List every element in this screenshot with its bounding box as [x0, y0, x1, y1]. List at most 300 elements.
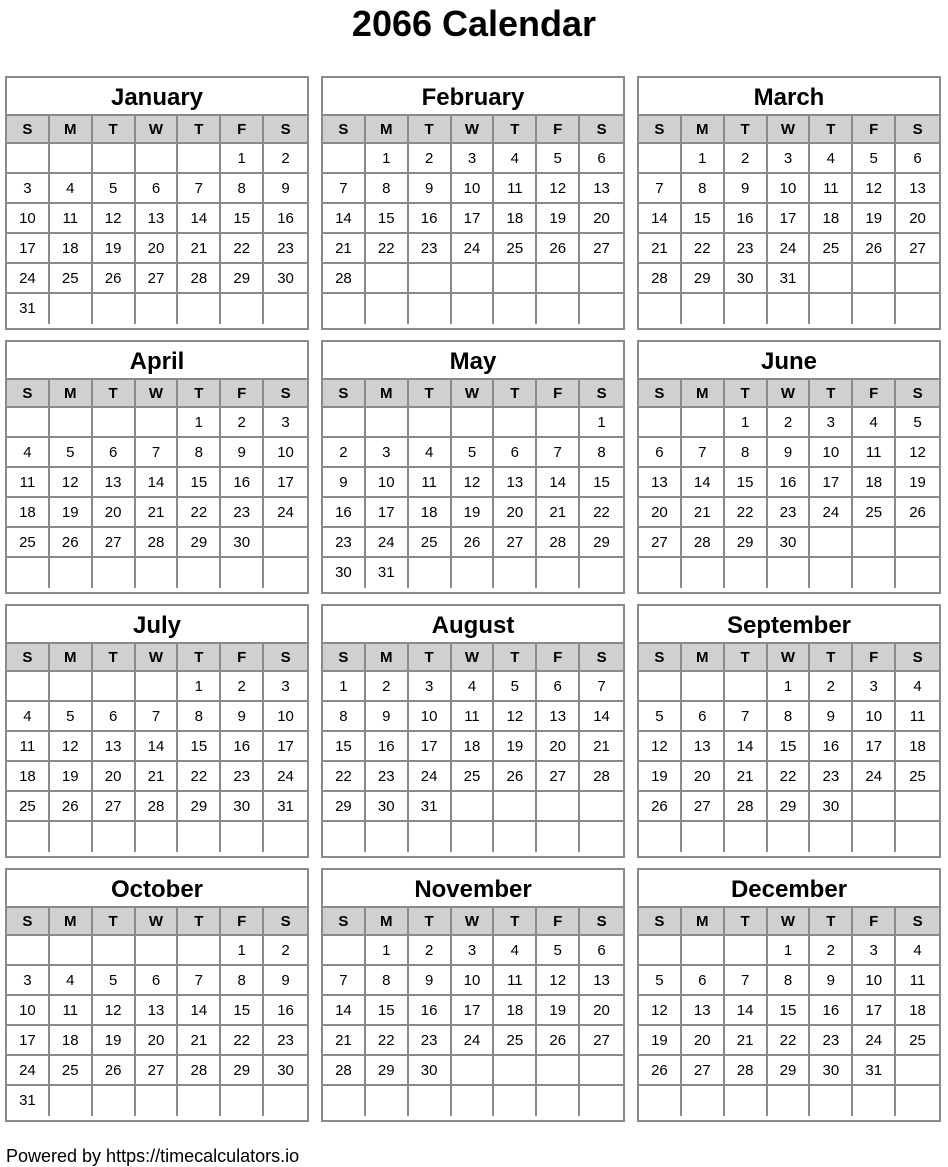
empty-day-cell — [452, 1056, 495, 1086]
day-cell: 30 — [323, 558, 366, 588]
empty-day-cell — [639, 936, 682, 966]
day-cell: 13 — [580, 966, 623, 996]
day-grid — [639, 380, 939, 588]
day-cell: 31 — [7, 1086, 50, 1116]
weekday-header: S — [7, 908, 50, 936]
empty-day-cell — [768, 1086, 811, 1116]
empty-day-cell — [768, 558, 811, 588]
day-cell: 16 — [725, 204, 768, 234]
day-grid — [323, 908, 623, 1116]
day-cell: 30 — [810, 792, 853, 822]
day-cell: 25 — [7, 792, 50, 822]
empty-day-cell — [853, 1086, 896, 1116]
day-cell: 1 — [178, 672, 221, 702]
month-name: August — [323, 606, 623, 644]
empty-day-cell — [221, 822, 264, 852]
weekday-header: T — [178, 908, 221, 936]
weekday-header: W — [136, 380, 179, 408]
day-cell: 1 — [580, 408, 623, 438]
day-cell: 8 — [366, 174, 409, 204]
weekday-header: S — [264, 116, 307, 144]
empty-day-cell — [452, 264, 495, 294]
day-cell: 19 — [494, 732, 537, 762]
day-cell: 7 — [178, 966, 221, 996]
day-cell: 15 — [221, 204, 264, 234]
day-cell: 27 — [93, 792, 136, 822]
day-cell: 6 — [896, 144, 939, 174]
day-cell: 23 — [366, 762, 409, 792]
day-cell: 11 — [494, 174, 537, 204]
weekday-header: F — [221, 380, 264, 408]
day-cell: 26 — [896, 498, 939, 528]
day-cell: 21 — [537, 498, 580, 528]
empty-day-cell — [50, 822, 93, 852]
day-cell: 2 — [221, 408, 264, 438]
day-cell: 19 — [93, 234, 136, 264]
empty-day-cell — [366, 294, 409, 324]
day-cell: 26 — [494, 762, 537, 792]
day-cell: 30 — [810, 1056, 853, 1086]
day-cell: 17 — [366, 498, 409, 528]
day-cell: 26 — [639, 1056, 682, 1086]
day-cell: 27 — [896, 234, 939, 264]
day-cell: 11 — [494, 966, 537, 996]
empty-day-cell — [323, 408, 366, 438]
empty-day-cell — [178, 558, 221, 588]
day-cell: 1 — [768, 936, 811, 966]
day-cell: 13 — [639, 468, 682, 498]
day-cell: 2 — [366, 672, 409, 702]
day-cell: 28 — [136, 792, 179, 822]
empty-day-cell — [452, 1086, 495, 1116]
day-cell: 4 — [50, 174, 93, 204]
day-cell: 19 — [639, 762, 682, 792]
weekday-header: F — [853, 380, 896, 408]
day-cell: 14 — [323, 204, 366, 234]
day-cell: 10 — [810, 438, 853, 468]
empty-day-cell — [494, 558, 537, 588]
day-cell: 18 — [409, 498, 452, 528]
day-cell: 10 — [366, 468, 409, 498]
day-cell: 17 — [853, 732, 896, 762]
weekday-header: T — [93, 644, 136, 672]
empty-day-cell — [896, 1056, 939, 1086]
day-cell: 17 — [452, 204, 495, 234]
day-cell: 22 — [366, 1026, 409, 1056]
empty-day-cell — [537, 1056, 580, 1086]
day-cell: 2 — [409, 144, 452, 174]
day-cell: 30 — [768, 528, 811, 558]
day-cell: 15 — [178, 732, 221, 762]
day-cell: 22 — [580, 498, 623, 528]
day-cell: 14 — [178, 204, 221, 234]
day-cell: 18 — [7, 498, 50, 528]
day-cell: 27 — [93, 528, 136, 558]
day-cell: 23 — [725, 234, 768, 264]
day-cell: 27 — [494, 528, 537, 558]
day-cell: 4 — [810, 144, 853, 174]
day-cell: 29 — [178, 792, 221, 822]
empty-day-cell — [682, 1086, 725, 1116]
day-cell: 14 — [639, 204, 682, 234]
weekday-header: F — [853, 908, 896, 936]
empty-day-cell — [7, 558, 50, 588]
weekday-header: M — [366, 116, 409, 144]
day-cell: 30 — [264, 264, 307, 294]
day-cell: 14 — [725, 732, 768, 762]
empty-day-cell — [264, 528, 307, 558]
day-cell: 22 — [178, 762, 221, 792]
day-cell: 15 — [178, 468, 221, 498]
day-cell: 14 — [537, 468, 580, 498]
empty-day-cell — [853, 528, 896, 558]
day-cell: 28 — [178, 264, 221, 294]
empty-day-cell — [682, 408, 725, 438]
day-cell: 23 — [810, 762, 853, 792]
day-cell: 18 — [50, 1026, 93, 1056]
empty-day-cell — [768, 822, 811, 852]
weekday-header: M — [50, 908, 93, 936]
day-cell: 20 — [537, 732, 580, 762]
empty-day-cell — [264, 822, 307, 852]
day-cell: 31 — [768, 264, 811, 294]
empty-day-cell — [639, 822, 682, 852]
day-cell: 11 — [50, 204, 93, 234]
weekday-header: M — [50, 380, 93, 408]
day-cell: 3 — [409, 672, 452, 702]
day-cell: 21 — [725, 762, 768, 792]
day-cell: 21 — [178, 234, 221, 264]
month-name: November — [323, 870, 623, 908]
day-cell: 29 — [221, 264, 264, 294]
day-cell: 6 — [682, 702, 725, 732]
weekday-header: M — [50, 644, 93, 672]
day-cell: 22 — [768, 762, 811, 792]
day-grid — [7, 116, 307, 324]
day-cell: 16 — [366, 732, 409, 762]
empty-day-cell — [682, 558, 725, 588]
day-cell: 11 — [409, 468, 452, 498]
empty-day-cell — [810, 264, 853, 294]
empty-day-cell — [50, 936, 93, 966]
day-cell: 16 — [810, 732, 853, 762]
empty-day-cell — [136, 822, 179, 852]
day-cell: 15 — [366, 204, 409, 234]
month-april — [5, 340, 309, 594]
day-cell: 29 — [725, 528, 768, 558]
empty-day-cell — [639, 1086, 682, 1116]
weekday-header: S — [639, 116, 682, 144]
day-cell: 7 — [537, 438, 580, 468]
day-cell: 9 — [264, 966, 307, 996]
empty-day-cell — [810, 1086, 853, 1116]
day-cell: 3 — [452, 144, 495, 174]
day-cell: 3 — [853, 936, 896, 966]
empty-day-cell — [409, 822, 452, 852]
weekday-header: T — [93, 908, 136, 936]
empty-day-cell — [366, 264, 409, 294]
day-cell: 8 — [178, 702, 221, 732]
day-cell: 18 — [7, 762, 50, 792]
weekday-header: S — [580, 380, 623, 408]
day-cell: 5 — [853, 144, 896, 174]
month-name: September — [639, 606, 939, 644]
day-cell: 6 — [580, 936, 623, 966]
day-cell: 21 — [136, 498, 179, 528]
day-cell: 21 — [580, 732, 623, 762]
day-cell: 11 — [7, 732, 50, 762]
weekday-header: F — [221, 116, 264, 144]
weekday-header: T — [725, 116, 768, 144]
empty-day-cell — [725, 294, 768, 324]
empty-day-cell — [178, 144, 221, 174]
weekday-header: W — [136, 644, 179, 672]
day-cell: 19 — [853, 204, 896, 234]
day-cell: 10 — [264, 702, 307, 732]
empty-day-cell — [50, 294, 93, 324]
empty-day-cell — [853, 294, 896, 324]
weekday-header: W — [768, 116, 811, 144]
month-name: March — [639, 78, 939, 116]
day-cell: 3 — [264, 408, 307, 438]
empty-day-cell — [409, 264, 452, 294]
day-cell: 12 — [537, 966, 580, 996]
day-cell: 1 — [366, 936, 409, 966]
day-cell: 4 — [896, 936, 939, 966]
day-cell: 17 — [264, 732, 307, 762]
day-cell: 20 — [93, 498, 136, 528]
weekday-header: S — [580, 116, 623, 144]
day-cell: 2 — [768, 408, 811, 438]
empty-day-cell — [452, 294, 495, 324]
weekday-header: T — [725, 908, 768, 936]
weekday-header: S — [7, 644, 50, 672]
empty-day-cell — [7, 144, 50, 174]
day-cell: 24 — [810, 498, 853, 528]
day-cell: 3 — [452, 936, 495, 966]
day-cell: 26 — [537, 234, 580, 264]
day-cell: 7 — [580, 672, 623, 702]
day-cell: 31 — [7, 294, 50, 324]
day-cell: 9 — [725, 174, 768, 204]
day-cell: 24 — [853, 762, 896, 792]
empty-day-cell — [896, 294, 939, 324]
day-cell: 24 — [264, 762, 307, 792]
empty-day-cell — [580, 792, 623, 822]
weekday-header: T — [409, 380, 452, 408]
day-cell: 17 — [7, 1026, 50, 1056]
day-cell: 30 — [264, 1056, 307, 1086]
day-cell: 28 — [136, 528, 179, 558]
day-cell: 7 — [725, 702, 768, 732]
empty-day-cell — [494, 264, 537, 294]
weekday-header: F — [853, 644, 896, 672]
day-cell: 19 — [537, 996, 580, 1026]
day-cell: 10 — [409, 702, 452, 732]
empty-day-cell — [537, 792, 580, 822]
weekday-header: F — [537, 116, 580, 144]
day-cell: 13 — [93, 732, 136, 762]
empty-day-cell — [853, 264, 896, 294]
day-cell: 2 — [725, 144, 768, 174]
day-cell: 24 — [366, 528, 409, 558]
day-cell: 22 — [178, 498, 221, 528]
day-cell: 18 — [853, 468, 896, 498]
day-cell: 7 — [682, 438, 725, 468]
day-cell: 3 — [7, 174, 50, 204]
day-cell: 6 — [93, 438, 136, 468]
day-cell: 1 — [725, 408, 768, 438]
empty-day-cell — [682, 936, 725, 966]
day-cell: 12 — [93, 996, 136, 1026]
empty-day-cell — [452, 792, 495, 822]
day-cell: 25 — [896, 1026, 939, 1056]
day-cell: 2 — [264, 144, 307, 174]
day-cell: 16 — [409, 204, 452, 234]
day-cell: 15 — [768, 732, 811, 762]
day-cell: 5 — [494, 672, 537, 702]
day-grid — [639, 908, 939, 1116]
day-cell: 30 — [221, 528, 264, 558]
day-cell: 7 — [136, 438, 179, 468]
day-cell: 8 — [323, 702, 366, 732]
day-cell: 12 — [639, 996, 682, 1026]
day-cell: 20 — [494, 498, 537, 528]
day-cell: 13 — [537, 702, 580, 732]
empty-day-cell — [136, 294, 179, 324]
weekday-header: S — [7, 380, 50, 408]
empty-day-cell — [725, 936, 768, 966]
empty-day-cell — [853, 822, 896, 852]
day-cell: 10 — [264, 438, 307, 468]
day-cell: 19 — [452, 498, 495, 528]
day-cell: 28 — [323, 1056, 366, 1086]
day-cell: 25 — [50, 1056, 93, 1086]
day-cell: 29 — [580, 528, 623, 558]
day-cell: 17 — [853, 996, 896, 1026]
day-cell: 4 — [896, 672, 939, 702]
day-cell: 1 — [221, 936, 264, 966]
weekday-header: M — [682, 644, 725, 672]
day-cell: 7 — [136, 702, 179, 732]
day-cell: 9 — [221, 702, 264, 732]
empty-day-cell — [136, 144, 179, 174]
weekday-header: S — [580, 908, 623, 936]
day-cell: 25 — [810, 234, 853, 264]
day-cell: 9 — [366, 702, 409, 732]
empty-day-cell — [494, 294, 537, 324]
day-cell: 11 — [7, 468, 50, 498]
day-cell: 5 — [896, 408, 939, 438]
day-cell: 28 — [537, 528, 580, 558]
weekday-header: M — [366, 644, 409, 672]
day-cell: 22 — [366, 234, 409, 264]
day-cell: 5 — [537, 936, 580, 966]
day-cell: 20 — [682, 1026, 725, 1056]
day-cell: 29 — [682, 264, 725, 294]
day-cell: 8 — [366, 966, 409, 996]
day-cell: 4 — [494, 144, 537, 174]
day-cell: 18 — [896, 732, 939, 762]
day-cell: 28 — [682, 528, 725, 558]
day-cell: 5 — [93, 966, 136, 996]
empty-day-cell — [810, 822, 853, 852]
month-july — [5, 604, 309, 858]
weekday-header: T — [725, 644, 768, 672]
weekday-header: T — [494, 116, 537, 144]
day-cell: 16 — [768, 468, 811, 498]
day-cell: 2 — [810, 936, 853, 966]
empty-day-cell — [537, 408, 580, 438]
empty-day-cell — [580, 1056, 623, 1086]
day-cell: 5 — [537, 144, 580, 174]
weekday-header: S — [323, 116, 366, 144]
month-february — [321, 76, 625, 330]
day-cell: 13 — [682, 996, 725, 1026]
day-cell: 4 — [494, 936, 537, 966]
day-cell: 7 — [323, 966, 366, 996]
day-cell: 26 — [93, 1056, 136, 1086]
day-cell: 18 — [50, 234, 93, 264]
weekday-header: T — [93, 380, 136, 408]
day-cell: 31 — [264, 792, 307, 822]
day-cell: 11 — [810, 174, 853, 204]
weekday-header: S — [580, 644, 623, 672]
empty-day-cell — [896, 528, 939, 558]
day-cell: 25 — [494, 234, 537, 264]
day-cell: 4 — [409, 438, 452, 468]
day-cell: 25 — [452, 762, 495, 792]
day-cell: 31 — [366, 558, 409, 588]
day-cell: 28 — [178, 1056, 221, 1086]
weekday-header: S — [896, 380, 939, 408]
empty-day-cell — [50, 672, 93, 702]
day-cell: 16 — [221, 732, 264, 762]
empty-day-cell — [50, 144, 93, 174]
weekday-header: M — [50, 116, 93, 144]
day-grid — [323, 380, 623, 588]
empty-day-cell — [323, 822, 366, 852]
day-cell: 13 — [136, 996, 179, 1026]
empty-day-cell — [452, 408, 495, 438]
day-cell: 14 — [580, 702, 623, 732]
day-cell: 11 — [452, 702, 495, 732]
day-cell: 12 — [50, 732, 93, 762]
day-cell: 22 — [221, 234, 264, 264]
day-cell: 5 — [93, 174, 136, 204]
day-cell: 23 — [409, 234, 452, 264]
day-cell: 3 — [264, 672, 307, 702]
empty-day-cell — [50, 408, 93, 438]
day-cell: 8 — [725, 438, 768, 468]
empty-day-cell — [537, 558, 580, 588]
day-cell: 15 — [580, 468, 623, 498]
day-cell: 3 — [853, 672, 896, 702]
page-title: 2066 Calendar — [351, 3, 597, 44]
empty-day-cell — [639, 408, 682, 438]
weekday-header: S — [323, 380, 366, 408]
weekday-header: T — [409, 908, 452, 936]
empty-day-cell — [639, 144, 682, 174]
empty-day-cell — [896, 822, 939, 852]
empty-day-cell — [452, 558, 495, 588]
weekday-header: T — [810, 116, 853, 144]
empty-day-cell — [221, 294, 264, 324]
day-cell: 18 — [810, 204, 853, 234]
day-cell: 17 — [452, 996, 495, 1026]
month-name: May — [323, 342, 623, 380]
weekday-header: T — [178, 644, 221, 672]
